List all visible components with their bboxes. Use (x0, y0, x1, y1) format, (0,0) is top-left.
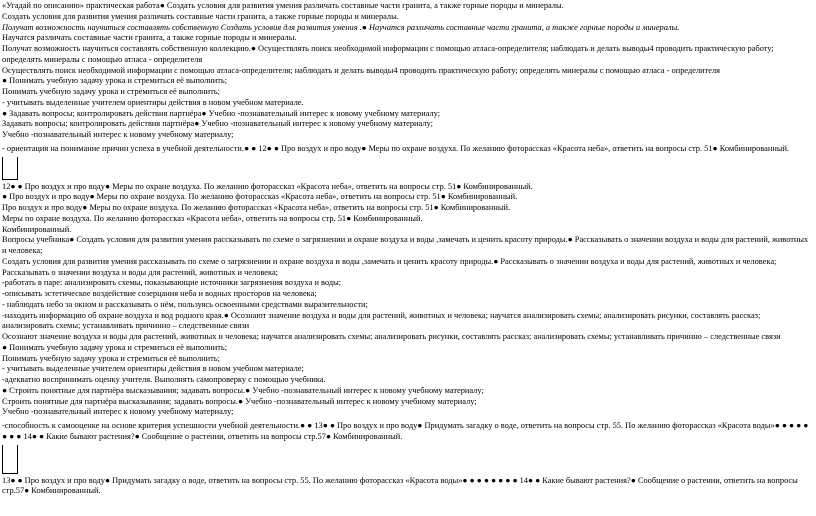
text-line: 12● ● Про воздух и про воду● Меры по охране воздуха. По желанию фоторассказ «Красота неба», ответить на вопросы стр. 51● Комбинированный. (2, 181, 533, 191)
text-line: Получат возможность научиться составлять собственную Создать условия для развития умения .● Научатся различать составные части гранита, а также горные породы и минералы. (2, 22, 680, 32)
text-line: ● Строить понятные для партнёра высказывания; задавать вопросы.● Учебно -познавательный интерес к новому учебному материалу; (2, 385, 484, 395)
document-body (2, 1, 814, 497)
text-line: -описывать эстетическое воздействие созерцания неба и водных просторов на человека; (2, 289, 317, 298)
text-line: ● Понимать учебную задачу урока и стремиться её выполнить; (2, 76, 228, 86)
table-cell-border (2, 157, 18, 180)
text-line: Комбинированный. (2, 224, 72, 234)
text-line: Осознают значение воздуха и воды для растений, животных и человека; научатся анализировать схемы; анализировать рисунки, составлять рассказ; анализировать схемы; устанавливать причинно – следственные связи (2, 332, 781, 341)
text-line: -находить информацию об охране воздуха и вод родного края.● Осознают значение воздуха и воды для растений, животных и человека; научатся анализировать схемы; анализировать рисунки, составлять рассказ; анализировать схемы; устанавливать причинно – следственные связи (2, 310, 761, 331)
text-line: - учитывать выделенные учителем ориентиры действия в новом учебном материале; (2, 364, 304, 374)
text-line: «Угадай по описанию» практическая работа● Создать условия для развития умения различать составные части гранита, а также горные породы и минералы. (2, 1, 564, 10)
table-cell-border (2, 445, 18, 474)
text-line: Учебно -познавательный интерес к новому учебному материалу; (2, 130, 234, 139)
text-line: Про воздух и про воду● Меры по охране воздуха. По желанию фоторассказ «Красота неба», ответить на вопросы стр. 51● Комбинированный. (2, 203, 511, 212)
text-line: ● Понимать учебную задачу урока и стремиться её выполнить; (2, 342, 228, 352)
text-line: -адекватно воспринимать оценку учителя. Выполнять самопроверку с помощью учебника. (2, 375, 326, 384)
text-line: Понимать учебную задачу урока и стремиться её выполнить; (2, 87, 220, 96)
text-line: ● Про воздух и про воду● Меры по охране воздуха. По желанию фоторассказ «Красота неба», ответить на вопросы стр. 51● Комбинированный. (2, 192, 518, 202)
text-line: 13● ● Про воздух и про воду● Придумать загадку о воде, ответить на вопросы стр. 55. По желанию фоторассказ «Красота воды»● ● ● ● ● ● ● ● 14● ● Какие бывают растения?● Сообщение о растении, ответить на вопросы стр.57● Комбинированный. (2, 475, 798, 496)
text-line: Осуществлять поиск необходимой информации с помощью атласа-определителя; наблюдать и делать выводы4 проводить практическую работу; определять минералы с помощью атласа - определителя (2, 65, 721, 75)
text-line: -работать в паре: анализировать схемы, показывающие источники загрязнения воздуха и воды; (2, 278, 342, 288)
text-line: Рассказывать о значении воздуха и воды для растений, животных и человека; (2, 267, 279, 277)
text-line: Учебно -познавательный интерес к новому учебному материалу; (2, 407, 234, 417)
text-line: - учитывать выделенные учителем ориентиры действия в новом учебном материале. (2, 97, 304, 107)
text-line: Вопросы учебника● Создать условия для развития умения рассказывать по схеме о загрязнении и охране воздуха и воды ,замечать и ценить красоту природы.● Рассказывать о значении воздуха и воды для растений, животных и человека; (2, 235, 809, 255)
text-line: -способность к самооценке на основе критерия успешности учебной деятельности.● ● 13● ● Про воздух и про воду● Придумать загадку о воде, ответить на вопросы стр. 55. По желанию фоторассказ «Красота воды»● ● ● ● ● ● ● ● 14● ● Какие бывают растения?● Сообщение о растении, ответить на вопросы стр.57● Комбинированный. (2, 421, 809, 441)
text-line: Получат возможность научиться составлять собственную коллекцию.● Осуществлять поиск необходимой информации с помощью атласа-определителя; наблюдать и делать выводы4 проводить практическую работу; определять минералы с помощью атласа - определителя (2, 44, 774, 64)
text-line: Строить понятные для партнёра высказывания; задавать вопросы.● Учебно -познавательный интерес к новому учебному материалу; (2, 396, 477, 406)
text-line: Понимать учебную задачу урока и стремиться её выполнить; (2, 353, 220, 363)
text-line: - наблюдать небо за окном и рассказывать о нём, пользуясь освоенными средствами выразительности; (2, 299, 368, 309)
text-line: Научатся различать составные части гранита, а также горные породы и минералы. (2, 33, 297, 43)
text-line: Создать условия для развития умения различать составные части гранита, а также горные породы и минералы. (2, 11, 399, 21)
text-line: - ориентация на понимание причин успеха в учебной деятельности.● ● 12● ● Про воздух и про воду● Меры по охране воздуха. По желанию фоторассказ «Красота неба», ответить на вопросы стр. 51● Комбинированный. (2, 143, 790, 153)
text-line: Задавать вопросы; контролировать действия партнёра● Учебно -познавательный интерес к новому учебному материалу; (2, 119, 433, 129)
text-line: ● Задавать вопросы; контролировать действия партнёра● Учебно -познавательный интерес к новому учебному материалу; (2, 108, 441, 118)
text-line: Создать условия для развития умения рассказывать по схеме о загрязнении и охране воздуха и воды ,замечать и ценить красоту природы.● Рассказывать о значении воздуха и воды для растений, животных и человека; (2, 256, 777, 266)
text-line: Меры по охране воздуха. По желанию фоторассказ «Красота неба», ответить на вопросы стр. 51● Комбинированный. (2, 213, 423, 223)
